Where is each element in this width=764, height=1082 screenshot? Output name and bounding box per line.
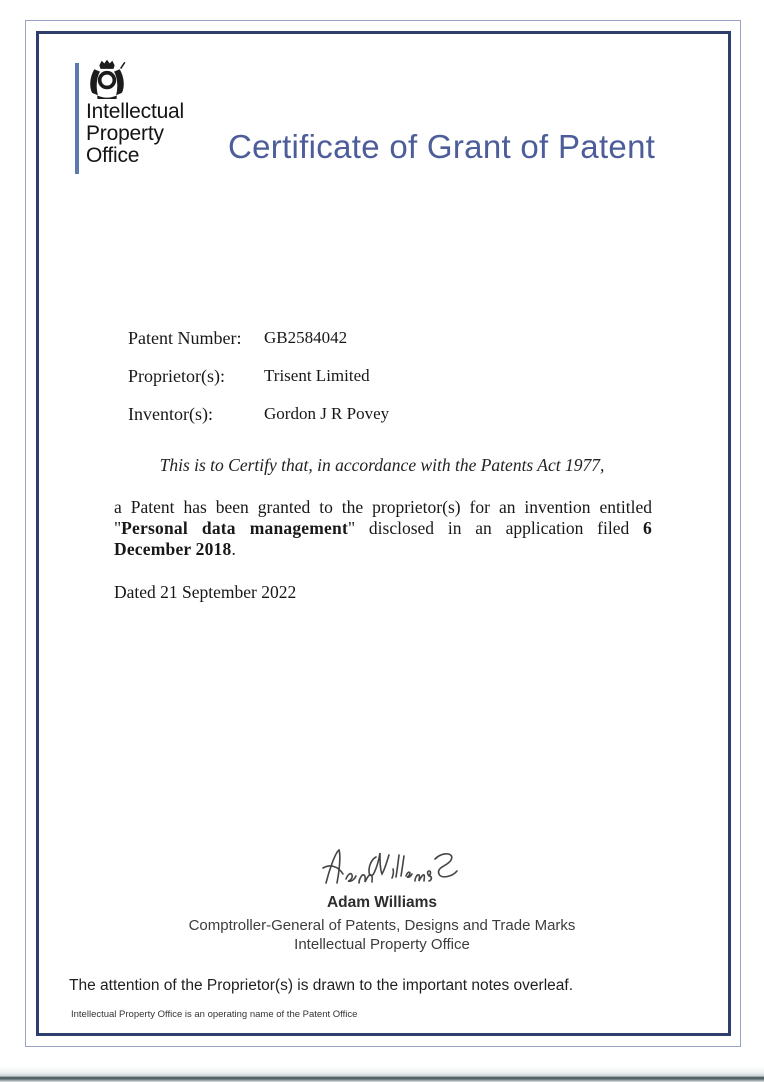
logo-blue-bar: [75, 63, 79, 174]
signatory-block: [0, 894, 764, 954]
ipo-logo: [75, 57, 184, 174]
patent-details: [128, 328, 389, 442]
logo-wordmark: [86, 101, 184, 167]
proprietor-value: Trisent Limited: [264, 366, 370, 385]
filing-date: 6 December 2018: [114, 518, 652, 559]
signature-handwriting: [316, 843, 461, 891]
grant-paragraph-part1: a Patent has been granted to the proprietor(s) for an invention entitled ": [114, 497, 652, 538]
grant-paragraph: [114, 497, 652, 560]
certificate-title: Certificate of Grant of Patent: [228, 128, 656, 165]
signatory-title: Comptroller-General of Patents, Designs and Trade Marks: [188, 917, 576, 934]
inventor-value: Gordon J R Povey: [264, 404, 390, 423]
detail-row-inventor: [128, 404, 389, 425]
operating-name-small-print: Intellectual Property Office is an operating name of the Patent Office: [71, 1009, 358, 1020]
invention-title: Personal data management: [121, 518, 348, 538]
logo-line-2: Property: [86, 122, 164, 145]
logo-line-1: Intellectual: [86, 100, 184, 123]
grant-paragraph-part2: " disclosed in an application filed: [347, 518, 644, 538]
patent-number-label: Patent Number:: [128, 328, 242, 348]
proprietor-notice: The attention of the Proprietor(s) is drawn to the important notes overleaf.: [69, 977, 574, 994]
dated-line: Dated 21 September 2022: [114, 582, 297, 602]
royal-coat-of-arms-icon: [86, 57, 128, 99]
proprietor-label: Proprietor(s):: [128, 366, 225, 386]
patent-number-value: GB2584042: [264, 328, 348, 347]
scanned-page-bottom-edge: [0, 1066, 764, 1082]
certify-statement: This is to Certify that, in accordance with the Patents Act 1977,: [159, 455, 605, 475]
detail-row-patent-number: [128, 328, 389, 349]
detail-row-proprietor: [128, 366, 389, 387]
inventor-label: Inventor(s):: [128, 404, 213, 424]
signatory-office: Intellectual Property Office: [294, 936, 470, 953]
logo-line-3: Office: [86, 144, 140, 167]
signatory-name: Adam Williams: [326, 894, 438, 911]
grant-paragraph-part3: .: [231, 539, 236, 559]
